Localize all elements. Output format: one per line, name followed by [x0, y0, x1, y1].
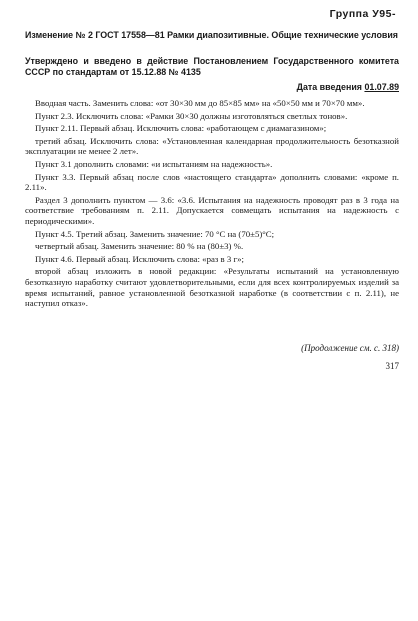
paragraph: Раздел 3 дополнить пунктом — 3.6: «3.6. Испытания на надежность проводят раз в 3 года на соответствие требованиям п. 2.11. Допускается совмещать испытания на надежность с периодическими».: [25, 194, 399, 226]
paragraph: Вводная часть. Заменить слова: «от 30×30 мм до 85×85 мм» на «50×50 мм и 70×70 мм».: [35, 98, 365, 108]
paragraph: третий абзац. Исключить слова: «Установленная календарная продолжительность безотказной эксплуатации не менее 2 лет».: [25, 135, 399, 157]
paragraph: четвертый абзац. Заменить значение: 80 % на (80±3) %.: [35, 241, 244, 252]
paragraph: Пункт 4.6. Первый абзац. Исключить слова: «раз в 3 г»;: [35, 253, 244, 264]
paragraph: Пункт 2.3. Исключить слова: «Рамки 30×30 должны изготовляться светлых тонов».: [35, 110, 348, 121]
introduction-date-label: Дата введения: [296, 82, 365, 92]
paragraph: Пункт 3.1 дополнить словами: «и испытаниям на надежность».: [35, 158, 273, 169]
continuation-note: (Продолжение см. с. 318): [301, 343, 399, 353]
amendment-title: Изменение № 2 ГОСТ 17558—81 Рамки диапозитивные. Общие технические условия: [25, 30, 398, 40]
paragraph: второй абзац изложить в новой редакции: «Результаты испытаний на установленную безотказную наработку считают удовлетворительными, если для всех контролируемых изделий за время испытаний, равное установленной безотказной наработке (в соответствии с п. 2.11), не наступил отказ».: [25, 266, 399, 309]
amendment-body: [25, 98, 399, 311]
approval-statement: Утверждено и введено в действие Постановлением Государственного комитета СССР по стандартам от 15.12.88 № 4135: [25, 56, 399, 77]
paragraph: Пункт 3.3. Первый абзац после слов «настоящего стандарта» дополнить словами: «кроме п. 2.11».: [25, 171, 399, 193]
paragraph: Пункт 2.11. Первый абзац. Исключить слова: «работающем с диамагазином»;: [35, 123, 327, 134]
introduction-date-value: 01.07.89: [364, 82, 399, 92]
paragraph: Пункт 4.5. Третий абзац. Заменить значение: 70 °С на (70±5)°С;: [35, 228, 275, 239]
page-number: 317: [385, 361, 399, 371]
group-label: Группа У95-: [329, 8, 396, 20]
introduction-date: [297, 82, 399, 92]
